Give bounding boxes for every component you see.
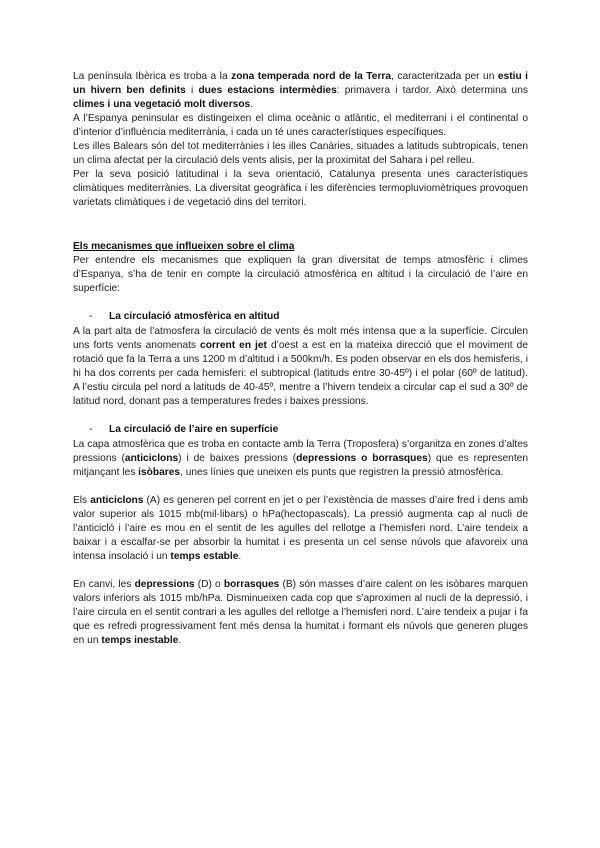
text-run: ) que es representen mitjançant les — [73, 453, 528, 478]
bold-run: corrent en jet — [200, 340, 267, 351]
text-run: (A) es generen pel corrent en jet o per l’existència de masses d’aire fred i dens amb valor superior als 1015 mb(mil·libars) o hPa(hectopascals). La pressió augmenta cap al nucli de l’anticicló i l’aire es mou en el sentit de les agulles del rellotge a l’hemisferi nord. L’aire tendeix a baixar i a escalfar-se per absorbir la humitat i es presenta un cel sense núvols que afavoreix una intensa insolació i un — [73, 495, 529, 562]
spacer — [73, 480, 528, 494]
subheading-altitude — [73, 310, 528, 324]
intro-paragraph-4: Per la seva posició latitudinal i la seva orientació, Catalunya presenta unes característiques climàtiques mediterrànies. La diversitat geogràfica i les diferències termopluviomètriques provoquen varietats climàtiques i de vegetació dins del territori. — [73, 169, 528, 208]
spacer — [73, 210, 528, 240]
bold-run: climes i una vegetació molt diversos — [73, 99, 251, 110]
altitude-paragraph — [73, 325, 528, 409]
depressions-paragraph — [73, 578, 528, 648]
intro-paragraph-3: Les illes Balears són del tot mediterrànies i les illes Canàries, situades a latituds subtropicals, tenen un clima afectat per la circulació dels vents alisis, per la proximitat del Sahara i pel relleu. — [73, 141, 528, 166]
intro-paragraph-2: A l’Espanya peninsular es distingeixen el clima oceànic o atlàntic, el mediterrani i el continental o d’interior d’influència mediterrània, i cada un té unes característiques específiques. — [73, 113, 528, 138]
intro-paragraph-1 — [73, 70, 528, 112]
text-run: , caracteritzada per un — [391, 71, 498, 82]
text-run: d’oest a est en la mateixa direcció que el moviment de rotació que fa la Terra a uns 1200 m d’altitud i a 500km/h. Es poden observar en els dos hemisferis, i hi ha dos corrents per cada hemisferi: el subtropical (latituds entre 30-45º) i el polar (60º de latitud). A l’estiu circula pel nord a latituds de 40-45º, mentre a l’hivern tendeix a circular cap el sud a 30º de latitud nord, donant pas a temperatures fredes i baixes pressions. — [73, 340, 528, 407]
section-intro: Per entendre els mecanismes que expliquen la gran diversitat de temps atmosfèric i climes d’Espanya, s’ha de tenir en compte la circulació atmosfèrica en altitud i la circulació de l’aire en superfície: — [73, 255, 528, 294]
text-run: La península Ibèrica es troba a la — [73, 71, 232, 82]
text-run: ) i de baixes pressions ( — [178, 453, 297, 464]
bold-run: temps inestable — [101, 635, 179, 646]
text-run: A la part alta de l’atmosfera la circulació de vents és molt més intensa que a la superfície. Circulen uns forts vents anomenats — [73, 326, 528, 351]
bold-run: estiu i un hivern ben definits — [73, 71, 528, 96]
bullet-dash: - — [89, 424, 93, 435]
document-page — [73, 70, 528, 648]
text-run: . — [178, 635, 182, 646]
section-heading: Els mecanismes que influeixen sobre el clima — [73, 241, 295, 252]
anticyclones-paragraph — [73, 494, 528, 564]
text-run: Els — [73, 495, 91, 506]
text-run: (B) són masses d’aire calent on les isòbares marquen valors inferiors als 1015 mb/hPa. Disminueixen cada cop que s’aproximen al nucli de la depressió, i l’aire circula en el sentit contrari a les agulles del rellotge a l’hemisferi nord. L’aire tendeix a pujar i fa que es refredi progressivament fent més densa la humitat i formant els núvols que generen pluges en un — [73, 579, 528, 646]
bold-run: depressions — [134, 579, 195, 590]
surface-paragraph — [73, 438, 528, 480]
text-run: (D) o — [194, 579, 224, 590]
bold-run: anticiclons — [124, 453, 179, 464]
bold-run: zona temperada nord de la Terra — [231, 71, 392, 82]
bold-run: depressions o borrasques — [296, 453, 428, 464]
text-run: : primavera i tardor. Això determina uns — [336, 85, 528, 96]
spacer — [73, 296, 528, 310]
bullet-dash: - — [89, 311, 93, 322]
bold-run: isòbares — [138, 467, 181, 478]
text-run: En canvi, les — [73, 579, 135, 590]
text-run: . — [250, 99, 254, 110]
text-run: , unes línies que uneixen els punts que registren la pressió atmosfèrica. — [180, 467, 504, 478]
spacer — [73, 564, 528, 578]
subheading-title: La circulació de l’aire en superfície — [109, 424, 279, 435]
text-run: La capa atmosfèrica que es troba en contacte amb la Terra (Troposfera) s’organitza en zones d’altes pressions ( — [73, 439, 528, 464]
bold-run: temps estable — [170, 551, 239, 562]
subheading-surface — [73, 423, 528, 437]
subheading-title: La circulació atmosfèrica en altitud — [109, 311, 280, 322]
bold-run: dues estacions intermèdies — [198, 85, 337, 96]
text-run: . — [238, 551, 242, 562]
spacer — [73, 409, 528, 423]
bold-run: borrasques — [223, 579, 280, 590]
bold-run: anticiclons — [90, 495, 144, 506]
text-run: i — [185, 85, 199, 96]
